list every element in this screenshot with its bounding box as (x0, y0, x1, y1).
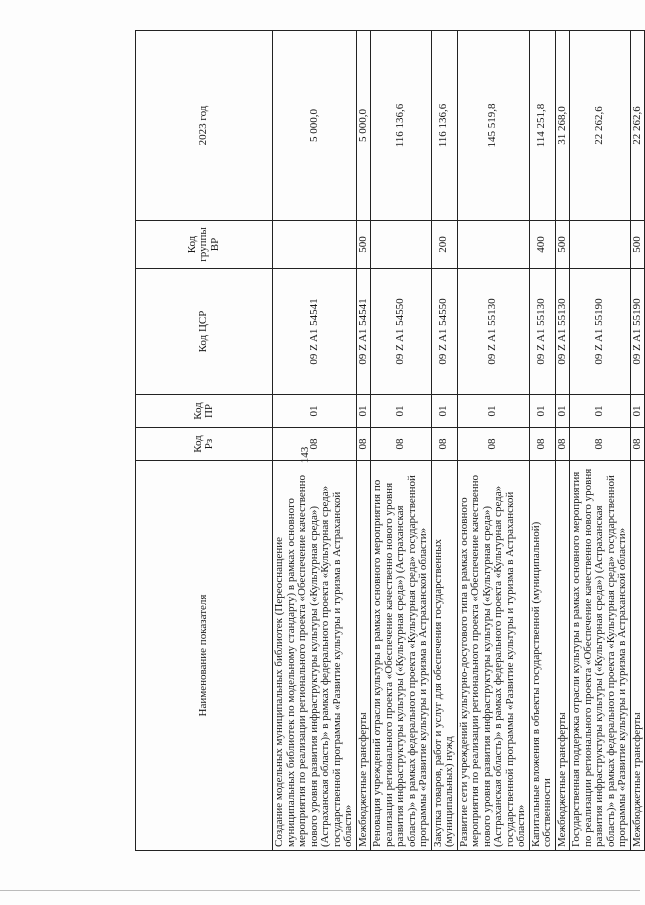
row-name: Реновация учреждений отрасли культуры в рамках основного мероприятия по реализации регионального проекта «Обеспечение качественно нового уровня развития инфраструктуры культуры («Культурная среда») (Астраханская область)» в рамках федерального проекта «Культурная среда» государственной программы «Развитие культуры и туризма в Астраханской области» (371, 461, 432, 851)
row-pr: 01 (273, 395, 357, 428)
rotated-table-container (135, 31, 643, 851)
table-row (431, 31, 457, 851)
row-pr: 01 (555, 395, 570, 428)
row-name: Развитие сети учреждений культурно-досугового типа в рамках основного мероприятия по реализации регионального проекта «Обеспечение качественно нового уровня развития инфраструктуры культуры («Культурная среда») (Астраханская область)» в рамках федерального проекта «Культурная среда» государственной программы «Развитие культуры и туризма в Астраханской области» (457, 461, 529, 851)
row-csr: 09 Z A1 54541 (356, 269, 371, 395)
row-amount: 114 251,8 (529, 31, 555, 221)
row-csr: 09 Z A1 54541 (273, 269, 357, 395)
header-rz: Код Рз (136, 428, 273, 461)
row-csr: 09 Z A1 55130 (555, 269, 570, 395)
table-row (457, 31, 529, 851)
row-vr: 500 (555, 221, 570, 269)
header-vr: Код группы ВР (136, 221, 273, 269)
scan-edge-line (0, 890, 640, 891)
row-name: Государственная поддержка отрасли культуры в рамках основного мероприятия по реализации регионального проекта «Обеспечение качественно нового уровня развития инфраструктуры культуры («Культурная среда») (Астраханская область)» в рамках федерального проекта «Культурная среда» государственной программы «Развитие культуры и туризма в Астраханской области» (570, 461, 631, 851)
row-vr (570, 221, 631, 269)
header-name: Наименование показателя (136, 461, 273, 851)
row-pr: 01 (630, 395, 645, 428)
table-row (273, 31, 357, 851)
row-vr (457, 221, 529, 269)
row-vr: 500 (356, 221, 371, 269)
row-rz: 08 (431, 428, 457, 461)
row-pr: 01 (356, 395, 371, 428)
row-rz: 08 (529, 428, 555, 461)
row-pr: 01 (371, 395, 432, 428)
row-csr: 09 Z A1 55130 (457, 269, 529, 395)
row-pr: 01 (457, 395, 529, 428)
row-name: Создание модельных муниципальных библиотек (Переоснащение муниципальных библиотек по модельному стандарту) в рамках основного мероприятия по реализации регионального проекта «Обеспечение качественно нового уровня развития инфраструктуры культуры («Культурная среда») (Астраханская область)» в рамках федерального проекта «Культурная среда» государственной программы «Развитие культуры и туризма в Астраханской области» (273, 461, 357, 851)
table-row (529, 31, 555, 851)
table-row (630, 31, 645, 851)
row-csr: 09 Z A1 55130 (529, 269, 555, 395)
table-row (555, 31, 570, 851)
budget-table (135, 30, 645, 851)
row-vr: 500 (630, 221, 645, 269)
row-csr: 09 Z A1 55190 (630, 269, 645, 395)
row-amount: 145 519,8 (457, 31, 529, 221)
table-row (570, 31, 631, 851)
row-amount: 5 000,0 (356, 31, 371, 221)
row-rz: 08 (356, 428, 371, 461)
row-vr (371, 221, 432, 269)
row-name: Капитальные вложения в объекты государственной (муниципальной) собственности (529, 461, 555, 851)
row-pr: 01 (570, 395, 631, 428)
row-vr (273, 221, 357, 269)
row-amount: 22 262,6 (630, 31, 645, 221)
row-pr: 01 (529, 395, 555, 428)
row-rz: 08 (630, 428, 645, 461)
row-csr: 09 Z A1 54550 (371, 269, 432, 395)
header-pr: Код ПР (136, 395, 273, 428)
row-name: Межбюджетные трансферты (356, 461, 371, 851)
row-pr: 01 (431, 395, 457, 428)
row-rz: 08 (555, 428, 570, 461)
header-year: 2023 год (136, 31, 273, 221)
row-rz: 08 (570, 428, 631, 461)
table-row (356, 31, 371, 851)
header-csr: Код ЦСР (136, 269, 273, 395)
row-amount: 22 262,6 (570, 31, 631, 221)
row-vr: 400 (529, 221, 555, 269)
row-csr: 09 Z A1 55190 (570, 269, 631, 395)
row-name: Межбюджетные трансферты (630, 461, 645, 851)
row-rz: 08 (457, 428, 529, 461)
row-vr: 200 (431, 221, 457, 269)
row-amount: 116 136,6 (371, 31, 432, 221)
page-number: 143 (299, 446, 311, 464)
row-rz: 08 (273, 428, 357, 461)
row-amount: 5 000,0 (273, 31, 357, 221)
row-amount: 116 136,6 (431, 31, 457, 221)
table-row (371, 31, 432, 851)
row-amount: 31 268,0 (555, 31, 570, 221)
row-name: Межбюджетные трансферты (555, 461, 570, 851)
row-rz: 08 (371, 428, 432, 461)
table-header-row (136, 31, 273, 851)
row-csr: 09 Z A1 54550 (431, 269, 457, 395)
row-name: Закупка товаров, работ и услуг для обеспечения государственных (муниципальных) нужд (431, 461, 457, 851)
